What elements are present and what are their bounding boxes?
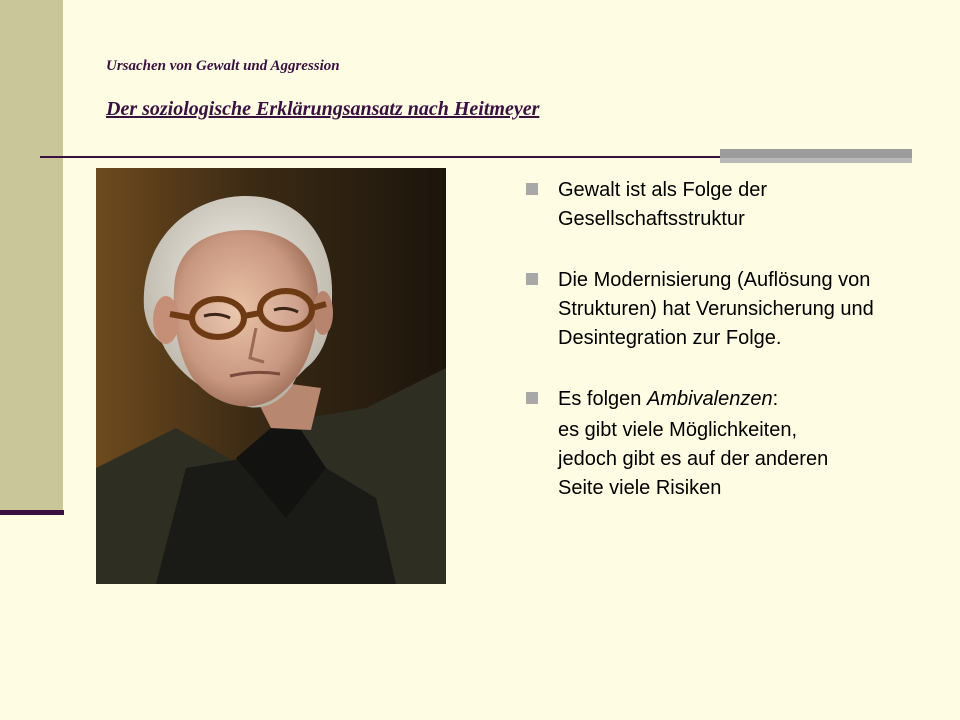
- bullet-square-icon: [526, 392, 538, 404]
- bullet-text: Gewalt ist als Folge der Gesellschaftsstruktur: [558, 179, 767, 230]
- bullet-text-suffix: :: [772, 388, 779, 410]
- slide-title: Der soziologische Erklärungsansatz nach Heitmeyer: [106, 98, 540, 120]
- bullet-text-prefix: Es folgen: [558, 388, 647, 410]
- bullet-continuation-line: Seite viele Risiken: [558, 477, 722, 499]
- bullet-item-1: [526, 176, 906, 234]
- bullet-text-emphasis: Ambivalenzen: [646, 388, 773, 410]
- side-accent-line: [0, 510, 64, 515]
- bullet-item-2: [526, 266, 906, 353]
- bullet-list: [526, 176, 906, 503]
- bullet-square-icon: [526, 183, 538, 195]
- title-divider-accent-shadow: [720, 158, 912, 163]
- slide-subtitle: Ursachen von Gewalt und Aggression: [106, 58, 340, 74]
- bullet-text: Die Modernisierung (Auflösung von Strukturen) hat Verunsicherung und Desintegration zur Folge.: [558, 269, 874, 349]
- bullet-square-icon: [526, 273, 538, 285]
- side-bar: [0, 0, 63, 510]
- bullet-item-3: [526, 385, 906, 503]
- portrait-photo: [96, 168, 446, 584]
- title-divider-accent: [720, 149, 912, 158]
- bullet-continuation-line: jedoch gibt es auf der anderen: [558, 448, 829, 470]
- bullet-continuation-line: es gibt viele Möglichkeiten,: [558, 419, 798, 441]
